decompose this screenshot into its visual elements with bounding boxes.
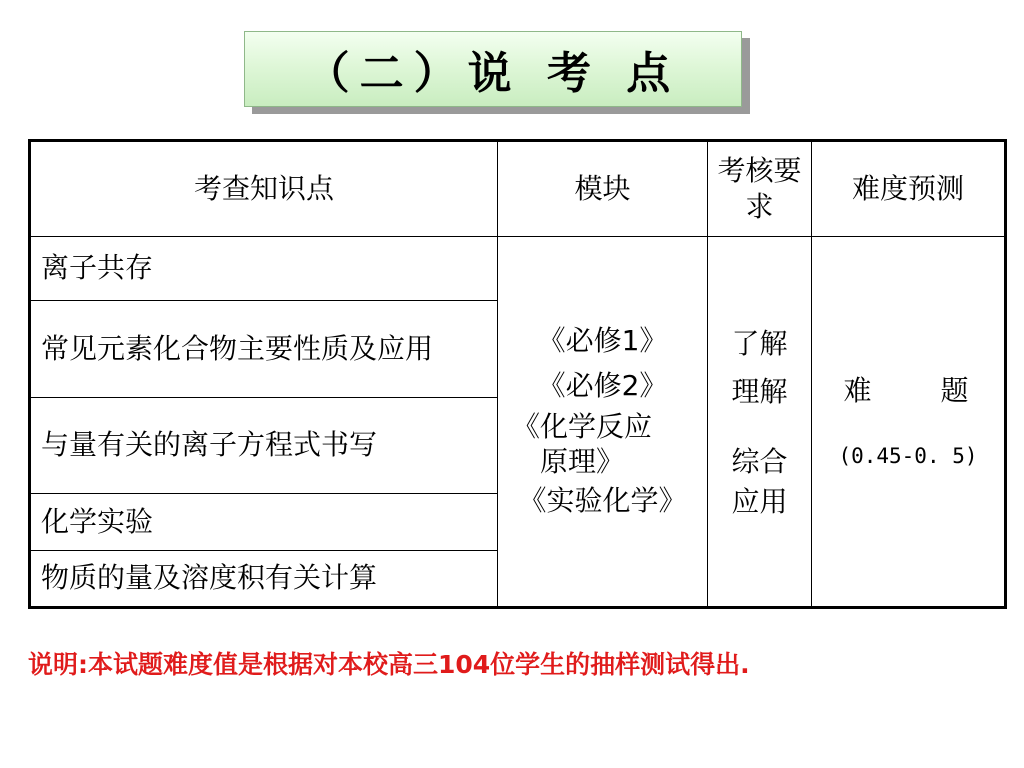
requirement-item: 综合应用 [731,444,788,519]
difficulty-cell [812,237,1006,608]
module-item: 《化学反应 [512,409,653,443]
module-item: 原理》 [540,444,625,478]
difficulty-label: 难 题 [843,373,999,407]
header-topic: 考查知识点 [30,141,498,237]
topic-cell: 离子共存 [30,237,498,301]
topic-cell: 常见元素化合物主要性质及应用 [30,301,498,398]
exam-points-table [28,139,1007,609]
topic-cell: 与量有关的离子方程式书写 [30,398,498,494]
header-module: 模块 [498,141,708,237]
footnote: 说明:本试题难度值是根据对本校高三104位学生的抽样测试得出. [28,650,750,679]
title-banner [244,31,742,107]
spacer [718,416,801,442]
module-cell [498,237,708,608]
header-difficulty: 难度预测 [812,141,1006,237]
page-title: （二）说 考 点 [305,48,681,99]
module-item: 《必修1》 [537,324,668,358]
requirement-item: 理解 [731,374,788,408]
module-item: 《必修2》 [537,369,668,403]
requirement-item: 了解 [731,327,788,361]
requirement-cell [708,237,812,608]
topic-cell: 物质的量及溶度积有关计算 [30,551,498,608]
header-requirement: 考核要求 [708,141,812,237]
difficulty-range: (0.45-0. 5) [838,444,978,469]
table-row [30,237,1006,301]
topic-cell: 化学实验 [30,494,498,551]
module-item: 《实验化学》 [518,483,687,517]
table-header-row [30,141,1006,237]
